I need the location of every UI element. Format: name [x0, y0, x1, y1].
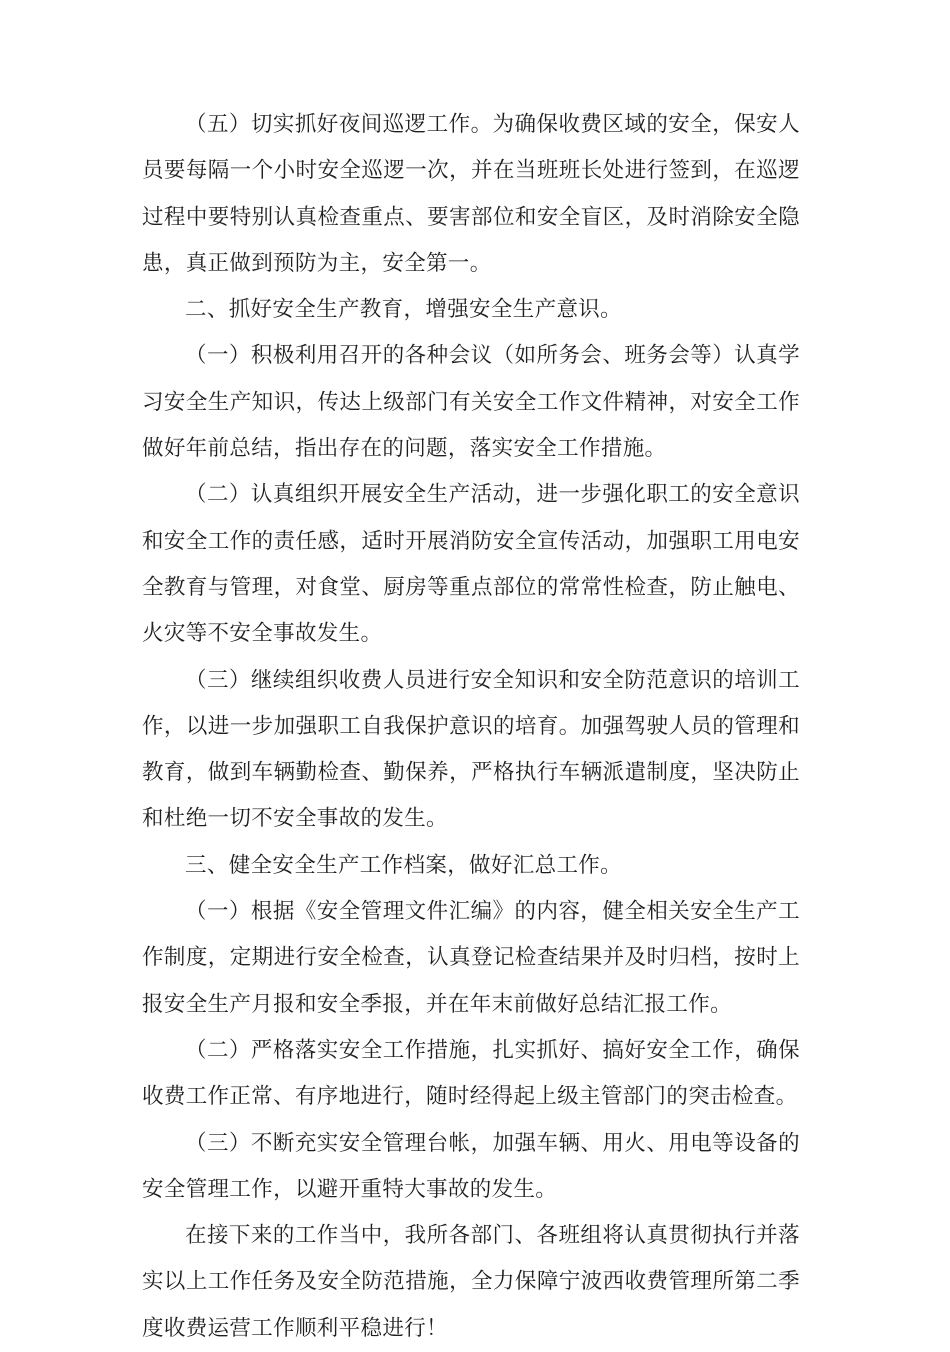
paragraph-regulations: （一）根据《安全管理文件汇编》的内容，健全相关安全生产工作制度，定期进行安全检查，认真登记检查结果并及时归档，按时上报安全生产月报和安全季报，并在年末前做好总结汇报工作。 — [142, 899, 800, 1017]
paragraph-meetings: （一）积极利用召开的各种会议（如所务会、班务会等）认真学习安全生产知识，传达上级部门有关安全工作文件精神，对安全工作做好年前总结，指出存在的问题，落实安全工作措施。 — [142, 343, 800, 462]
document-page — [142, 102, 800, 1352]
section-heading-safety-education: 二、抓好安全生产教育，增强安全生产意识。 — [185, 297, 623, 323]
paragraph-night-patrol: （五）切实抓好夜间巡逻工作。为确保收费区域的安全，保安人员要每隔一个小时安全巡逻一次，并在当班班长处进行签到，在巡逻过程中要特别认真检查重点、要害部位和安全盲区，及时消除安全隐患，真正做到预防为主，安全第一。 — [142, 112, 800, 276]
paragraph-training: （三）继续组织收费人员进行安全知识和安全防范意识的培训工作，以进一步加强职工自我保护意识的培育。加强驾驶人员的管理和教育，做到车辆勤检查、勤保养，严格执行车辆派遣制度，坚决防止和杜绝一切不安全事故的发生。 — [142, 667, 800, 832]
section-heading-archives: 三、健全安全生产工作档案，做好汇总工作。 — [185, 852, 623, 878]
paragraph-measures: （二）严格落实安全工作措施，扎实抓好、搞好安全工作，确保收费工作正常、有序地进行，随时经得起上级主管部门的突击检查。 — [142, 1037, 800, 1110]
paragraph-conclusion: 在接下来的工作当中，我所各部门、各班组将认真贯彻执行并落实以上工作任务及安全防范措施，全力保障宁波西收费管理所第二季度收费运营工作顺利平稳进行！ — [142, 1223, 800, 1341]
paragraph-safety-activities: （二）认真组织开展安全生产活动，进一步强化职工的安全意识和安全工作的责任感，适时开展消防安全宣传活动，加强职工用电安全教育与管理，对食堂、厨房等重点部位的常常性检查，防止触电、火灾等不安全事故发生。 — [142, 482, 800, 647]
paragraph-ledger: （三）不断充实安全管理台帐，加强车辆、用火、用电等设备的安全管理工作，以避开重特大事故的发生。 — [142, 1130, 800, 1202]
